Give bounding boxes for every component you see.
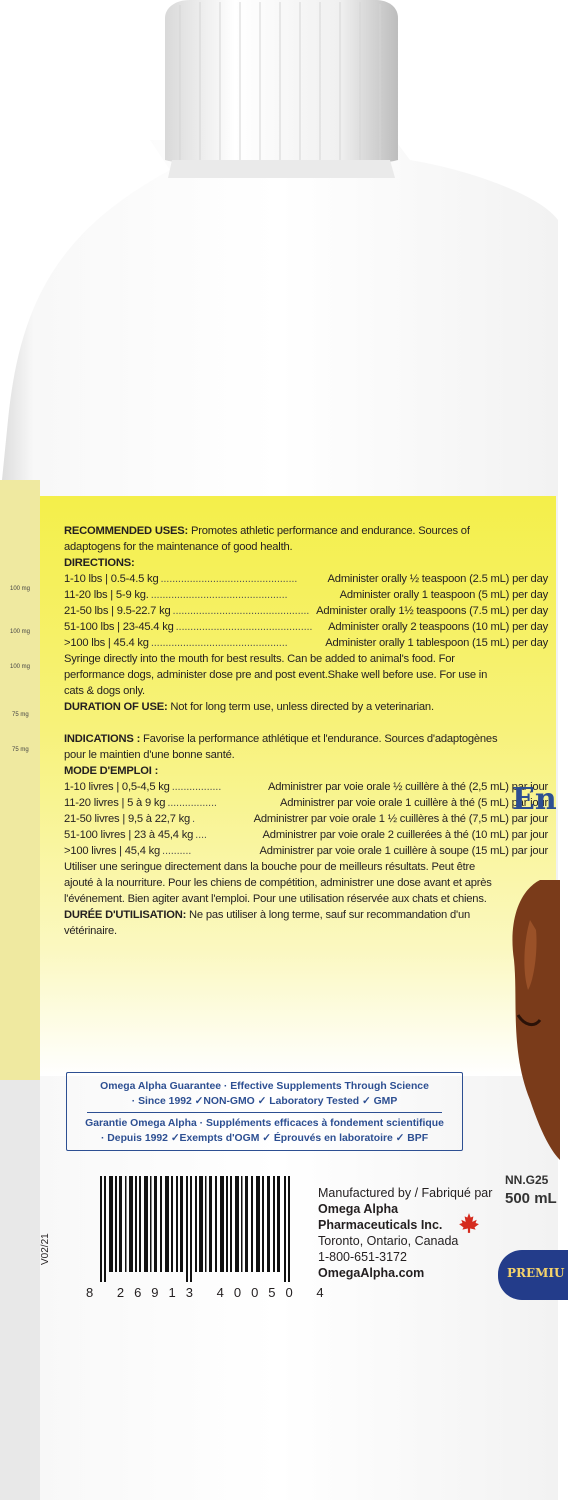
dose-row-fr: 1-10 livres | 0,5-4,5 kg ................. Administrer par voie orale ½ cuillère à thé (2,5 mL) par jour [64, 780, 548, 796]
manufacturer-name-2: Pharmaceuticals Inc. [318, 1218, 443, 1232]
manufacturer-phone: 1-800-651-3172 [318, 1250, 407, 1264]
left-fragment: 100 mg [10, 664, 31, 670]
guarantee-box [66, 1072, 463, 1151]
dose-amount: Administrer par voie orale 1 cuillère à thé (5 mL) par jour [279, 797, 548, 809]
guarantee-en-2: · Since 1992 ✓NON-GMO ✓ Laboratory Tested ✓ GMP [131, 1096, 398, 1107]
dose-amount: Administer orally ½ teaspoon (2.5 mL) per day [327, 573, 548, 585]
duration-line-fr [64, 908, 470, 924]
notes-en-3: cats & dogs only. [64, 685, 145, 697]
guarantee-fr-2: · Depuis 1992 ✓Exempts d'OGM ✓ Éprouvés en laboratoire ✓ BPF [100, 1133, 429, 1144]
barcode [100, 1176, 290, 1282]
dose-row-fr: 21-50 livres | 9,5 à 22,7 kg . Administrer par voie orale 1 ½ cuillères à thé (7,5 mL) par jour [64, 812, 548, 828]
manufacturer-web: OmegaAlpha.com [318, 1266, 425, 1280]
indications-label: INDICATIONS : [64, 733, 141, 745]
dose-amount: Administrer par voie orale 1 cuillère à soupe (15 mL) par jour [259, 845, 548, 857]
manufacturer-line: Manufactured by / Fabriqué par [318, 1186, 493, 1200]
premium-badge [498, 1250, 568, 1300]
duration-text: Ne pas utiliser à long terme, sauf sur recommandation d'un [186, 909, 470, 921]
manufacturer-city: Toronto, Ontario, Canada [318, 1234, 459, 1248]
dose-row-en: 11-20 lbs | 5-9 kg. ............................................... Administer orally 1 teaspoon (5 mL) per day [64, 588, 548, 604]
dose-row-fr: >100 livres | 45,4 kg .......... Administrer par voie orale 1 cuillère à soupe (15 mL) par jour [64, 844, 548, 860]
volume: 500 mL [505, 1190, 557, 1207]
uses-line [64, 524, 470, 540]
dose-weight: 51-100 lbs | 23-45.4 kg [64, 621, 174, 633]
npn-number: NN.G25 [505, 1173, 549, 1187]
dose-amount: Administrer par voie orale 2 cuillerées à thé (10 mL) par jour [262, 829, 548, 841]
left-fragment: 100 mg [10, 629, 31, 635]
manufacturer-name-1: Omega Alpha [318, 1202, 399, 1216]
uses-text: Promotes athletic performance and endurance. Sources of [188, 525, 470, 537]
directions-label: DIRECTIONS: [64, 557, 135, 569]
guarantee-divider [87, 1112, 442, 1113]
dose-row-en: 51-100 lbs | 23-45.4 kg ............................................... Administer orally 2 teaspoons (10 mL) per day [64, 620, 548, 636]
mode-label: MODE D'EMPLOI : [64, 765, 159, 777]
guarantee-fr-1: Garantie Omega Alpha · Suppléments efficaces à fondement scientifique [85, 1118, 444, 1129]
dose-weight: >100 lbs | 45.4 kg [64, 637, 149, 649]
barcode-digits: 8 26913 40050 4 [86, 1285, 334, 1300]
dose-weight: 21-50 lbs | 9.5-22.7 kg [64, 605, 171, 617]
notes-en-1: Syringe directly into the mouth for best results. Can be added to animal's food. For [64, 653, 455, 665]
dose-row-en: 1-10 lbs | 0.5-4.5 kg ............................................... Administer orally ½ teaspoon (2.5 mL) per day [64, 572, 548, 588]
dose-amount: Administer orally 1 teaspoon (5 mL) per day [339, 589, 548, 601]
left-fragment: 100 mg [10, 586, 31, 592]
dose-weight: 21-50 livres | 9,5 à 22,7 kg [64, 813, 191, 825]
dose-amount: Administrer par voie orale ½ cuillère à thé (2,5 mL) par jour [267, 781, 548, 793]
product-title-fragment: En [512, 782, 557, 817]
dose-row-en: 21-50 lbs | 9.5-22.7 kg ............................................... Administer orally 1½ teaspoons (7.5 mL) per day [64, 604, 548, 620]
duration-text: Not for long term use, unless directed by a veterinarian. [167, 701, 434, 713]
dose-row-en: >100 lbs | 45.4 kg ............................................... Administer orally 1 tablespoon (15 mL) per day [64, 636, 548, 652]
dose-weight: 1-10 livres | 0,5-4,5 kg [64, 781, 170, 793]
dose-weight: 11-20 lbs | 5-9 kg. [64, 589, 149, 601]
duration-line-en [64, 700, 434, 716]
duration-label: DURATION OF USE: [64, 701, 168, 713]
notes-fr-2: ajouté à la nourriture. Pour les chiens de compétition, administrer une dose avant et après [64, 877, 492, 889]
dose-amount: Administrer par voie orale 1 ½ cuillères à thé (7,5 mL) par jour [253, 813, 548, 825]
duration-label: DURÉE D'UTILISATION: [64, 909, 187, 921]
notes-en-2: performance dogs, administer dose pre and post event.Shake well before use. For use in [64, 669, 488, 681]
dose-weight: 1-10 lbs | 0.5-4.5 kg [64, 573, 159, 585]
left-fragment: 75 mg [12, 747, 29, 753]
maple-leaf-icon [458, 1212, 480, 1234]
dog-image [500, 880, 560, 1160]
dose-row-fr: 51-100 livres | 23 à 45,4 kg .... Administrer par voie orale 2 cuillerées à thé (10 mL) par jour [64, 828, 548, 844]
version-code: V02/21 [40, 1233, 51, 1265]
dose-row-fr: 11-20 livres | 5 à 9 kg ................. Administrer par voie orale 1 cuillère à thé (5 mL) par jour [64, 796, 548, 812]
left-fragment: 75 mg [12, 712, 29, 718]
uses-line-2: adaptogens for the maintenance of good health. [64, 541, 293, 553]
duration-line-fr-2: vétérinaire. [64, 925, 117, 937]
dose-weight: 51-100 livres | 23 à 45,4 kg [64, 829, 194, 841]
dose-amount: Administer orally 1½ teaspoons (7.5 mL) per day [316, 605, 548, 617]
uses-label: RECOMMENDED USES: [64, 525, 189, 537]
indications-line [64, 732, 497, 748]
indications-line-2: pour le maintien d'une bonne santé. [64, 749, 235, 761]
guarantee-en-1: Omega Alpha Guarantee · Effective Supplements Through Science [100, 1081, 429, 1092]
notes-fr-3: l'événement. Bien agiter avant l'emploi. Pour une utilisation réservée aux chats et chiens. [64, 893, 487, 905]
dose-amount: Administer orally 2 teaspoons (10 mL) per day [328, 621, 548, 633]
premium-text: PREMIU [507, 1266, 565, 1280]
dose-weight: 11-20 livres | 5 à 9 kg [64, 797, 166, 809]
notes-fr-1: Utiliser une seringue directement dans la bouche pour de meilleurs résultats. Peut être [64, 861, 476, 873]
dose-weight: >100 livres | 45,4 kg [64, 845, 161, 857]
dose-amount: Administer orally 1 tablespoon (15 mL) per day [325, 637, 548, 649]
indications-text: Favorise la performance athlétique et l'endurance. Sources d'adaptogènes [140, 733, 498, 745]
